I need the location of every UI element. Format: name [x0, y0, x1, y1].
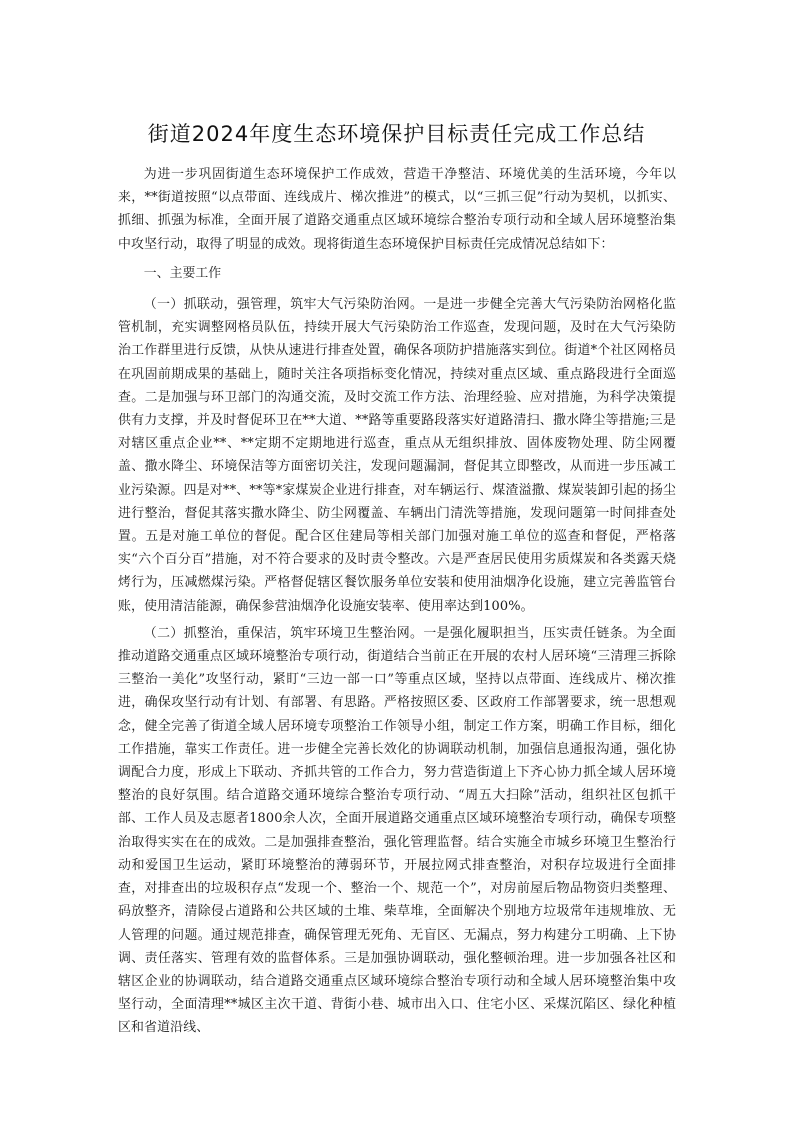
- document-title: 街道2024年度生态环境保护目标责任完成工作总结: [147, 122, 646, 146]
- section-heading: 一、主要工作: [143, 265, 222, 281]
- paragraph-air-pollution: （一）抓联动，强管理，筑牢大气污染防治网。一是进一步健全完善大气污染防治网格化监管机制，充实调整网格员队伍，持续开展大气污染防治工作巡查，发现问题，及时在大气污染防治工作群里进行反馈，从快从速进行排查处置，确保各项防护措施落实到位。街道*个社区网格员在巩固前期成果的基础上，随时关注各项指标变化情况，持续对重点区域、重点路段进行全面巡查。二是加强与环卫部门的沟通交流，及时交流工作方法、治理经验、应对措施，为科学决策提供有力支撑，并及时督促环卫在**大道、**路等重要路段落实好道路清扫、撒水降尘等措施;三是对辖区重点企业**、**定期不定期地进行巡查，重点从无组织排放、固体废物处理、防尘网覆盖、撒水降尘、环境保洁等方面密切关注，发现问题漏洞，督促其立即整改，从而进一步压减工业污染源。四是对**、**等*家煤炭企业进行排查，对车辆运行、煤渣溢撒、煤炭装卸引起的扬尘进行整治，督促其落实撒水降尘、防尘网覆盖、车辆出门清洗等措施，发现问题第一时间排查处置。五是对施工单位的督促。配合区住建局等相关部门加强对施工单位的巡查和督促，严格落实“六个百分百”措施，对不符合要求的及时责令整改。六是严查居民使用劣质煤炭和各类露天烧烤行为，压减燃煤污染。严格督促辖区餐饮服务单位安装和使用油烟净化设施，建立完善监管台账，使用清洁能源，确保参营油烟净化设施安装率、使用率达到100%。: [118, 297, 676, 614]
- document-body: [118, 163, 676, 1040]
- intro-paragraph: 为进一步巩固街道生态环境保护工作成效，营造干净整洁、环境优美的生活环境，今年以来，**街道按照“以点带面、连线成片、梯次推进”的模式，以“三抓三促”行动为契机，以抓实、抓细、抓强为标准，全面开展了道路交通重点区域环境综合整治专项行动和全域人居环境整治集中攻坚行动，取得了明显的成效。现将街道生态环境保护目标责任完成情况总结如下：: [118, 167, 676, 252]
- paragraph-sanitation: （二）抓整治，重保洁，筑牢环境卫生整治网。一是强化履职担当，压实责任链条。为全面推动道路交通重点区域环境整治专项行动，街道结合当前正在开展的农村人居环境“三清理三拆除三整治一美化”攻坚行动，紧盯“三边一部一口”等重点区域，坚持以点带面、连线成片、梯次推进，确保攻坚行动有计划、有部署、有思路。严格按照区委、区政府工作部署要求，统一思想观念，健全完善了街道全域人居环境专项整治工作领导小组，制定工作方案，明确工作目标，细化工作措施，靠实工作责任。进一步健全完善长效化的协调联动机制，加强信息通报沟通，强化协调配合力度，形成上下联动、齐抓共管的工作合力，努力营造街道上下齐心协力抓全域人居环境整治的良好氛围。结合道路交通环境综合整治专项行动、“周五大扫除”活动，组织社区包抓干部、工作人员及志愿者1800余人次，全面开展道路交通重点区域环境整治专项行动，确保专项整治取得实实在在的成效。二是加强排查整治，强化管理监督。结合实施全市城乡环境卫生整治行动和爱国卫生运动，紧盯环境整治的薄弱环节，开展拉网式排查整治，对积存垃圾进行全面排查，对排查出的垃圾积存点“发现一个、整治一个、规范一个”，对房前屋后物品物资归类整理、码放整齐，清除侵占道路和公共区域的土堆、柴草堆，全面解决个别地方垃圾常年违规堆放、无人管理的问题。通过规范排查，确保管理无死角、无盲区、无漏点，努力构建分工明确、上下协调、责任落实、管理有效的监督体系。三是加强协调联动，强化整顿治理。进一步加强各社区和辖区企业的协调联动，结合道路交通重点区域环境综合整治专项行动和全域人居环境整治集中攻坚行动，全面清理**城区主次干道、背街小巷、城市出入口、住宅小区、采煤沉陷区、绿化种植区和省道沿线、: [118, 625, 676, 1036]
